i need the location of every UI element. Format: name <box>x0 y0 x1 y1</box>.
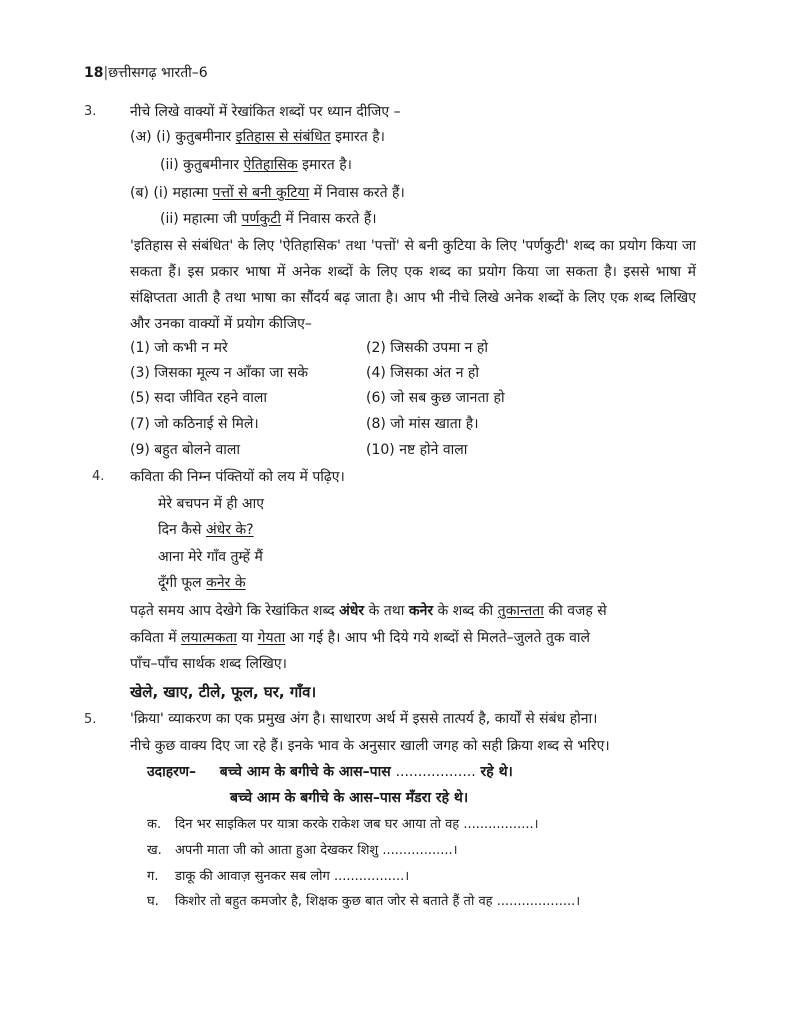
q5-item <box>147 868 409 886</box>
q4-para-line-3: पाँच–पाँच सार्थक शब्द लिखिए। <box>130 656 287 672</box>
poem-line-4-underlined: कनेर के <box>206 575 246 591</box>
q3-item: (5) सदा जीवित रहने वाला <box>130 390 268 406</box>
q3-a2-underlined: ऐतिहासिक <box>243 157 298 173</box>
poem-line-4-pre: दूँगी फूल <box>158 575 202 591</box>
q5-item-text: डाकू की आवाज़ सुनकर सब लोग .................। <box>175 869 410 884</box>
q5-item <box>147 816 539 834</box>
q3-b1-label: (i) <box>153 185 169 201</box>
q3-b-label: (ब) <box>130 185 149 201</box>
q3-item: (1) जो कभी न मरे <box>130 340 228 356</box>
q3-a1-pre: कुतुबमीनार <box>175 129 232 145</box>
q5-item-text: अपनी माता जी को आता हुआ देखकर शिशु .................। <box>175 843 458 858</box>
q3-b2-underlined: पर्णकुटी <box>241 211 281 227</box>
q3-item: (7) जो कठिनाई से मिले। <box>130 416 259 432</box>
q5-item-text: दिन भर साइकिल पर यात्रा करके राकेश जब घर आया तो वह .................। <box>175 817 539 832</box>
q3-item: (6) जो सब कुछ जानता हो <box>366 390 505 406</box>
poem-line-4 <box>158 574 246 592</box>
q5-item-label: क. <box>147 817 162 832</box>
q5-item <box>147 842 458 860</box>
poem-line-2 <box>158 521 254 539</box>
q4-para-line-1 <box>130 602 607 620</box>
q4-underlined-word: तुकान्तता <box>497 603 544 619</box>
q4-para-line-2 <box>130 629 590 647</box>
q3-b1-pre: महात्मा <box>172 185 209 201</box>
q5-line-2: नीचे कुछ वाक्य दिए जा रहे हैं। इनके भाव के अनुसार खाली जगह को सही क्रिया शब्द से भरिए। <box>130 738 610 754</box>
q5-item-label: ख. <box>147 843 162 858</box>
q3-a2-line <box>160 156 352 174</box>
question-4-instruction: कविता की निम्न पंक्तियों को लय में पढ़िए। <box>130 469 345 485</box>
q3-a2-label: (ii) <box>160 157 179 173</box>
poem-line-3: आना मेरे गाँव तुम्हें मैं <box>158 549 263 565</box>
q5-item-label: घ. <box>147 894 159 909</box>
q4-text: के शब्द की <box>437 603 494 619</box>
q3-a1-label: (i) <box>156 129 171 145</box>
poem-line-2-pre: दिन कैसे <box>158 522 202 538</box>
q3-item: (4) जिसका अंत न हो <box>366 365 479 381</box>
poem-line-1: मेरे बचपन में ही आए <box>158 496 264 512</box>
q3-a1-underlined: इतिहास से संबंधित <box>235 129 331 145</box>
q3-a1-post: इमारत है। <box>335 129 385 145</box>
q3-b2-post: में निवास करते हैं। <box>285 211 377 227</box>
q4-text: की वजह से <box>548 603 607 619</box>
q4-text: या <box>241 630 254 646</box>
page-number: 18 <box>84 65 104 81</box>
example-1-post: रहे थे। <box>480 764 513 780</box>
q3-item: (3) जिसका मूल्य न आँका जा सके <box>130 365 308 381</box>
q4-bold-word: अंधेर <box>339 603 365 619</box>
q4-underlined-word: गेयता <box>257 630 286 646</box>
example-1-blank: .................. <box>395 764 476 780</box>
q3-item: (8) जो मांस खाता है। <box>366 416 479 432</box>
q3-a2-post: इमारत है। <box>302 157 352 173</box>
poem-line-2-underlined: अंधेर के? <box>205 522 254 538</box>
header-separator: | <box>103 65 109 81</box>
q3-item: (9) बहुत बोलने वाला <box>130 442 240 458</box>
example-label: उदाहरण– <box>147 764 197 780</box>
q3-b2-pre: महात्मा जी <box>183 211 237 227</box>
q3-b2-label: (ii) <box>160 211 179 227</box>
q3-paragraph: 'इतिहास से संबंधित' के लिए 'ऐतिहासिक' तथा 'पत्तों' से बनी कुटिया के लिए 'पर्णकुटी' शब्द का प्रयोग किया जा सकता हैं। इस प्रकार भाषा में अनेक शब्दों के लिए एक शब्द का प्रयोग किया जा सकता है। इससे भाषा में संक्षिप्तता आती है तथा भाषा का सौंदर्य बढ़ जाता है। आप भी नीचे लिखे अनेक शब्दों के लिए एक शब्द लिखिए और उनका वाक्यों में प्रयोग कीजिए– <box>130 238 696 332</box>
q4-bold-word: कनेर <box>408 603 434 619</box>
question-3-instruction: नीचे लिखे वाक्यों में रेखांकित शब्दों पर ध्यान दीजिए – <box>130 104 401 120</box>
example-1-pre: बच्चे आम के बगीचे के आस–पास <box>219 764 391 780</box>
page-header <box>84 64 208 82</box>
q4-text: पढ़ते समय आप देखेगे कि रेखांकित शब्द <box>130 603 335 619</box>
q5-example-2: बच्चे आम के बगीचे के आस–पास मँडरा रहे थे। <box>230 790 469 806</box>
question-4-number: 4. <box>92 469 105 484</box>
q5-example-1 <box>147 763 513 781</box>
q4-underlined-word: लयात्मकता <box>181 630 237 646</box>
q3-item: (10) नष्ट होने वाला <box>366 442 468 458</box>
q3-item: (2) जिसकी उपमा न हो <box>366 340 488 356</box>
q3-a1-line <box>130 128 385 146</box>
q3-b1-underlined: पत्तों से बनी कुटिया <box>212 185 310 201</box>
q3-a-label: (अ) <box>130 129 152 145</box>
q5-item <box>147 893 580 911</box>
q4-text: आ गई है। आप भी दिये गये शब्दों से मिलते–जुलते तुक वाले <box>289 630 591 646</box>
question-3-number: 3. <box>84 104 97 119</box>
q5-item-text: किशोर तो बहुत कमजोर है, शिक्षक कुछ बात जोर से बताते हैं तो वह ...................। <box>175 894 581 909</box>
q3-b1-line <box>130 184 405 202</box>
q4-word-list: खेले, खाए, टीले, फूल, घर, गाँव। <box>130 683 317 701</box>
q4-text: कविता में <box>130 630 177 646</box>
q5-line-1: 'क्रिया' व्याकरण का एक प्रमुख अंग है। साधारण अर्थ में इससे तात्पर्य है, कार्यों से संबंध होना। <box>130 711 598 727</box>
q3-b1-post: में निवास करते हैं। <box>313 185 405 201</box>
q3-b2-line <box>160 210 377 228</box>
q3-a2-pre: कुतुबमीनार <box>183 157 240 173</box>
book-title: छत्तीसगढ़ भारती–6 <box>108 65 208 81</box>
q4-text: के तथा <box>368 603 405 619</box>
question-5-number: 5. <box>84 712 97 727</box>
q5-item-label: ग. <box>147 869 159 884</box>
